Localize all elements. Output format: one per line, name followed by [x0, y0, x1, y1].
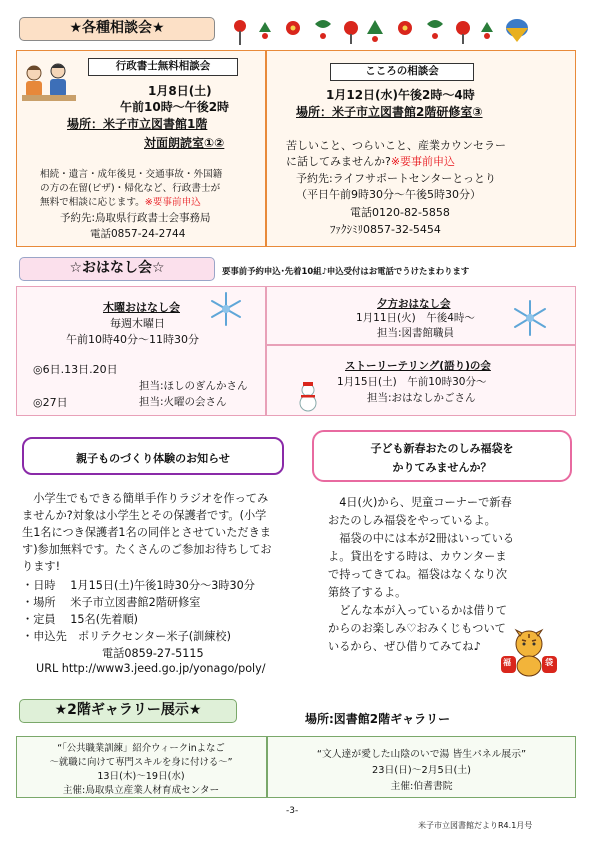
fukubukuro-p1: 4日(火)から、児童コーナーで新春 [328, 496, 512, 509]
monozukuri-l5: 電話0859-27-5115 [102, 647, 204, 660]
mokuyou-d1-by: 担当:ほしのぎんかさん [139, 380, 248, 392]
monozukuri-p4: す)参加無料です。たくさんのご参加お待ちしてお [22, 543, 272, 556]
gallery-right-line3: 主催:伯耆書院 [390, 781, 453, 792]
fukubukuro-p4: よ。貸出をする時は、カウンターま [328, 550, 507, 563]
kokoro-desc1: 苦しいこと、つらいこと、産業カウンセラー [286, 139, 506, 152]
kokoro-title: こころの相談会 [330, 63, 474, 81]
fukubukuro-p7: どんな本が入っているかは借りて [328, 604, 508, 617]
new-year-ornaments-icon [225, 14, 535, 50]
gyosei-title: 行政書士無料相談会 [88, 58, 238, 76]
fukubukuro-p2: おたのしみ福袋をやっているよ。 [328, 514, 496, 527]
gallery-left-line1: “「公共職業訓練」紹介ウィークinよなご [57, 743, 225, 754]
monozukuri-p1: 小学生でもできる簡単手作りラジオを作ってみ [22, 492, 269, 505]
kokoro-contact: 予約先:ライフサポートセンターとっとり [296, 172, 497, 185]
fukubukuro-p5: で持ってきてね。福袋はなくなり次 [328, 568, 508, 581]
mokuyou-d2-by: 担当:火曜の会さん [139, 396, 227, 408]
story-title: ストーリーテリング(語り)の会 [345, 360, 491, 372]
gyosei-date: 1月8日(土) [148, 84, 212, 98]
tiger-lucky-bag-icon [498, 626, 560, 678]
gallery-left-line4: 主催:鳥取県立産業人材育成センター [62, 785, 220, 796]
issue-label: 米子市立図書館だよりR4.1月号 [418, 821, 533, 830]
gyosei-desc2: の方の在留(ビザ)・帰化など、行政書士が [40, 183, 221, 194]
gyosei-contact: 予約先:鳥取県行政書士会事務局 [60, 212, 211, 224]
gallery-left-line3: 13日(木)～19日(水) [97, 771, 185, 782]
kokoro-fax: ﾌｧｸｼﾐﾘ0857-32-5454 [330, 223, 441, 236]
gallery-place: 場所:図書館2階ギャラリー [305, 712, 451, 726]
ohanashi-vdivider [265, 286, 267, 416]
ohanashi-header: ☆おはなし会☆ [19, 257, 215, 281]
snowflake-icon [510, 298, 550, 338]
gallery-right-line2: 23日(日)～2月5日(土) [371, 765, 471, 776]
gyosei-time: 午前10時～午後2時 [120, 100, 230, 114]
snowflake-icon [207, 290, 245, 328]
mokuyou-title: 木曜おはなし会 [103, 301, 180, 314]
monozukuri-header: 親子ものづくり体験のお知らせ [76, 452, 230, 465]
kokoro-date: 1月12日(水)午後2時～4時 [326, 88, 475, 102]
monozukuri-l1: ・日時 1月15日(土)午後1時30分～3時30分 [22, 579, 255, 592]
monozukuri-p3: 生1名につき保護者1名の同伴とさせていただきま [22, 526, 271, 539]
yugata-date: 1月11日(火) 午後4時～ [356, 312, 475, 324]
gyosei-desc1: 相続・遺言・成年後見・交通事故・外国籍 [40, 169, 223, 180]
yugata-by: 担当:図書館職員 [377, 327, 455, 339]
monozukuri-l3: ・定員 15名(先着順) [22, 613, 139, 626]
monozukuri-url[interactable]: URL http://www3.jeed.go.jp/yonago/poly/ [36, 662, 266, 675]
lucky-bag-tag-left: 福 [503, 658, 511, 667]
snowman-icon [292, 380, 324, 412]
gyosei-room: 対面朗読室①② [144, 136, 225, 150]
story-date: 1月15日(土) 午前10時30分～ [337, 376, 487, 388]
kokoro-hours: （平日午前9時30分～午後5時30分） [296, 188, 481, 201]
ohanashi-note: 要事前予約申込･先着10組♪申込受付はお電話でうけたまわります [222, 266, 470, 276]
fukubukuro-p9: いるから、ぜひ借りてみてね♪ [328, 640, 481, 653]
kokoro-tel: 電話0120-82-5858 [350, 206, 450, 219]
gallery-right-line1: “文人達が愛した山陰のいで湯 皆生パネル展示” [316, 749, 527, 760]
gyosei-place: 場所：米子市立図書館1階 [67, 117, 208, 131]
gallery-header: ★2階ギャラリー展示★ [19, 699, 237, 723]
fukubukuro-header-line2: かりてみませんか？ [392, 461, 492, 474]
ohanashi-hdivider [265, 344, 576, 346]
sodan-divider [265, 50, 267, 247]
yugata-title: 夕方おはなし会 [377, 298, 451, 310]
monozukuri-l4: ・申込先 ポリテクセンター米子(訓練校) [22, 630, 231, 643]
fukubukuro-p3: 福袋の中には本が2冊はいっている [328, 532, 515, 545]
mokuyou-time: 午前10時40分～11時30分 [66, 333, 199, 346]
fukubukuro-p6: 第終了するよ。 [328, 586, 407, 599]
fukubukuro-header-line1: 子ども新春おたのしみ福袋を [370, 442, 514, 455]
monozukuri-p5: ります! [22, 560, 61, 573]
lucky-bag-tag-right: 袋 [545, 658, 553, 667]
mokuyou-d1: ◎6日.13日.20日 [33, 363, 118, 376]
story-by: 担当:おはなしかごさん [367, 392, 476, 404]
consultation-people-icon [20, 57, 78, 107]
kokoro-place: 場所：米子市立図書館2階研修室③ [296, 105, 483, 119]
gallery-left-line2: ～就職に向けて専門スキルを身に付ける～” [49, 757, 233, 768]
monozukuri-l2: ・場所 米子市立図書館2階研修室 [22, 596, 201, 609]
page-number: -3- [286, 806, 299, 816]
gyosei-tel: 電話0857-24-2744 [90, 228, 186, 240]
sodan-header: ★各種相談会★ [19, 17, 215, 41]
mokuyou-freq: 毎週木曜日 [110, 317, 165, 330]
fukubukuro-p8: からのお楽しみ♡おみくじもついて [328, 622, 506, 635]
monozukuri-p2: ませんか?対象は小学生とその保護者です。(小学 [22, 509, 267, 522]
gyosei-desc3: 無料で相談に応じます。※要事前申込 [40, 197, 201, 208]
kokoro-desc2: に話してみませんか?※要事前申込 [286, 155, 456, 168]
mokuyou-d2: ◎27日 [33, 396, 68, 409]
